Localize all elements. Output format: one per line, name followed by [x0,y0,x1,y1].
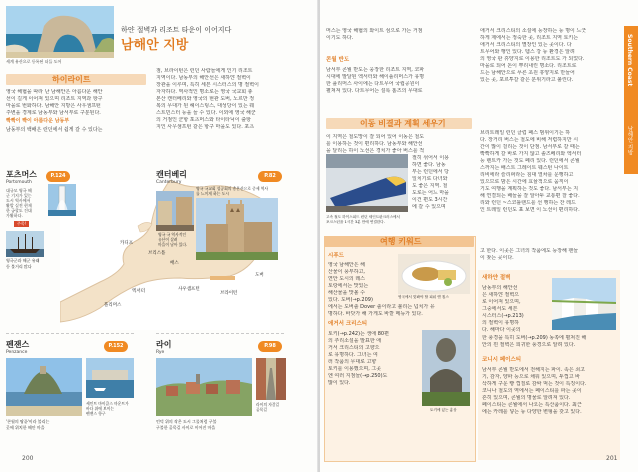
canterbury-caption-3: 마을이 남아 있다. [158,242,188,247]
text-line: 주변을 경계로 남동부와 남서부로 구분된다. [6,110,101,116]
canterbury-caption-1: 영국 국 역사적인 [158,232,187,237]
portsmouth-note-badge: 주목! [14,221,29,227]
text-line: 지역이다. 남동부의 해안선은 새하얀 절벽이 [156,75,251,81]
text-line: 애거서 크리스티의 소설에 등장하는 등 명이 느긋 [480,28,587,34]
penzance-title: 펜잰스 [6,340,30,349]
text-line: 로 이어져 있으며, [482,299,521,305]
text-line: 선이 길게 이어져 있으며 리조트 지역과 항구 [6,96,103,102]
page-number-right: 201 [606,455,618,462]
text-line: 토키를 이용했으며, 그곳 [328,366,382,372]
text-line: 대규모 영국 해 [6,188,32,193]
cover-caption: 세계 유산으로 등록된 더들 도어 [6,59,62,64]
cover-photo-durdle-door [6,6,114,58]
recommend-line: 남동부의 백배은 런던에서 쉽게 갈 수 있다는 [6,127,103,133]
text-line: 한 궁할도 건대 [6,208,32,213]
canterbury-title: 캔터베리 [156,170,187,179]
train-photo-svg [326,154,408,212]
text-line: 활발 실전 현재 [6,203,32,208]
penzance-harbour-photo [86,358,134,398]
text-line: 의 거점인 군항 포츠머스와 타이타닉이 출항 [156,117,251,123]
text-line: 연안 도시의 레스 [328,276,365,282]
canterbury-desc-2: 를 느끼게 하는 도시 [196,191,229,196]
page-number-left: 200 [22,455,34,462]
rye-photo-svg [156,358,252,416]
portsmouth-page-tag[interactable]: P.124 [46,171,70,182]
text-line: 펼쳐져 있다. 다트무어는 설록 홈즈의 무대로 [326,88,423,94]
canterbury-caption-2: 유산이 살려 [158,237,178,242]
text-line: 하게 제에서는 정숙한 곳, 리조트 지역 토키는 [480,35,579,41]
text-line: 해산물을 맛볼 수 [328,290,365,296]
canterbury-cathedral-photo [196,198,278,260]
statue-caption: 토키에 있는 흉상 [430,408,457,412]
penzance-photo-caption-1: 세인트 마이클스 마운트가 [86,401,129,406]
text-line: 남동부의 해안선 [482,285,518,291]
text-line: 가활하다. [6,213,23,218]
cornish-text [482,367,618,416]
train-photo [326,154,408,212]
text-line: 영국 해협을 따라 난 남해안은 아름다운 해안 [6,89,103,95]
text-line: 장관을 이루며, 특히 세븐 시스터스의 명 절벽이 [156,82,259,88]
white-cliff-text-wide [482,335,618,349]
rye-caption-1: 언덕 위의 작은 도시 그물처럼 구불 [156,419,217,424]
text-line: 스트민스터 등을 들 수 있다. 이외에 영국 해군 [156,110,256,116]
text-line: 있는 곳, 포르투갈 같은 분위기라고 불린다. [480,77,574,83]
keyword-person-title: 애거서 크리스티 [328,321,368,327]
page-title: 남해안 지방 [121,38,189,53]
divider [6,333,134,334]
portsmouth-description [6,188,48,218]
penzance-photo-caption-3: 펜잰스 항구 [86,411,106,416]
keyword-title: 여행 키워드 [380,237,422,246]
text-line: 러 작품의 무대로 고향 [328,359,377,365]
text-line: 시스터스(→p.213) [482,313,524,319]
text-line: 자자하다. 역사적인 명소로는 영국 국교회 총 [156,89,253,95]
text-line: 남서부 콘월 반도에서 전해지는 파이. 속은 쇠고 [482,367,585,373]
text-line: 로 유명하다. 그녀는 여 [328,352,378,358]
page-subtitle: 하얀 절벽과 리조트 타운이 이어지다 [121,26,232,34]
text-line: 이기도 하다. [326,35,354,41]
text-line: 많이 있다. [328,380,351,386]
text-line: 영국 남해안은 해 [328,262,365,268]
portsmouth-photo [48,184,76,216]
text-line: 다. 장거리 버스는 철도에 비해 저렴하지만 시 [480,137,579,143]
text-line: 빡빡하게 갈 바로 가지 않고 솔즈베리와 엑서터 [480,151,582,157]
ship-photo-svg [6,231,44,257]
highlight-title: 하이라이트 [52,75,91,84]
fish-chips-svg [398,254,470,294]
portsmouth-subtitle: Portsmouth [6,180,32,185]
text-line: 있다. 도버(→p.209) [328,297,373,303]
text-line: 시대에 발달된 엑서터와 해이플리머스가 유명 [326,74,425,80]
text-line: 엔 여러 지점들(→p.250)도 [328,373,388,379]
keyword-person-text [328,331,418,387]
rye-title: 라이 [156,340,172,349]
text-line: 고 한다. 이곳은 그녀의 작품에도 등장해 팬들 [480,248,579,254]
rye-lane-photo [256,358,286,400]
rye-photo-caption-1: 라이의 자갈길 [256,402,280,407]
map-label-bristol: 브리스틀 [148,251,166,256]
penzance-page-tag[interactable]: P.152 [104,341,128,352]
right-page [320,0,638,472]
text-line: 드는 남해안으로 푸른 초원 휴양지로 만들어 [480,70,575,76]
rye-page-tag[interactable]: P.98 [258,341,282,352]
text-line: 에서는 도버솔 Dover 솔이라고 불리는 넙치가 유 [328,304,435,310]
text-line: 하면 좋다. 남동 [412,162,446,168]
fish-chips-caption: 영국에서 맛봐야 할 피쉬 앤 칩스 [398,295,449,299]
penzance-caption-1: '콘월의 땅끝'이라 불리는 [6,419,50,424]
text-line: 부는 런던에서 당 [412,169,449,175]
harbour-photo-svg [86,358,134,398]
penzance-caption-2: 곳에 위치한 해안 마을 [6,425,45,430]
text-line: 삭하게 구운 빵 껍질로 감싸 먹는 것이 특징이다. [482,381,587,387]
text-line: 절히 섞어서 이용 [412,155,449,161]
portsmouth-ship-photo [6,231,44,257]
text-line: 도로는 어느 마을 [412,190,449,196]
christie-statue-photo [422,330,470,406]
right-col2-top-text [480,28,618,84]
portsmouth-note-caption-1: 영국군과 해군 유래 [6,258,40,263]
text-line: 거서 크리스티의 고향으 [328,345,380,351]
text-line: 의 영국 판 휴양지로 이용한 리조트도 가 되었다. [480,56,585,62]
map-label-bath: 배스 [170,261,179,266]
move-text-continued [412,155,472,211]
map-label-exeter: 엑서터 [132,289,146,294]
train-caption-2: 포크스턴을 1시간 3분 만에 연결한다. [326,220,385,224]
text-line: 한 플리머스 사이에는 다트무어 국립공원이 [326,81,420,87]
text-line: 기, 감자, 양파 등으로 채워 있으며, 두껍고 바 [482,374,581,380]
text-line: 을 달리는 하이 노선은 경치가 좋아 버스를 적 [326,148,425,154]
rye-subtitle: Rye [156,350,165,355]
cornish-title: 코니시 페이스티 [482,357,522,363]
text-line: 한 풍경을 특히 도버(→p.209) 동쪽에 펼쳐진 해 [482,335,587,341]
move-title: 이동 비결과 계획 세우기 [360,119,446,128]
map-label-dover: 도버 [255,273,264,278]
highlight-text [6,89,148,117]
text-line: 다. 해마다 이곳의 [482,327,521,333]
text-line: 코니나 철도의 역에서는 페이스티를 파는 곳이 [482,388,582,394]
white-cliff-title: 새하얀 절벽 [482,275,511,281]
canterbury-page-tag[interactable]: P.82 [258,171,282,182]
text-line: 의 절벽이 유명하 [482,320,519,326]
text-line: 도 좋은 지역. 철 [412,183,448,189]
white-cliff-svg [552,278,616,330]
text-line: 스까지는 배스트 그레이트 웨스턴 나이트 [480,165,569,171]
text-line: 이 지역은 철도망이 잘 되어 있어 이동은 철도 [326,134,425,140]
text-line: 이 찾는 곳이다. [480,255,514,261]
text-line: 페이스티는 콘월에서 나오는 특산품이다. 최근 [482,402,582,408]
canterbury-subtitle: Canterbury [156,180,182,185]
lane-photo-svg [256,358,286,400]
text-line: 인 트레일 런던도 표 보면 이 노선이 편리하다. [480,207,580,213]
text-line: 에 갈 수 있으며 [412,204,446,210]
southwest-title: 콘월 반도 [326,57,350,63]
text-line: 트무어와 행인 있다. 템스 강 등 환경은 알려 [480,49,575,55]
keyword-food-title: 시푸드 [328,253,344,259]
text-line: 그중에서도 세븐 [482,306,518,312]
rye-photo [156,358,252,416]
map-label-cardiff: 카디프 [120,241,134,246]
text-line: 를 이용하는 것이 편리하다. 남동부와 해안선 [326,141,423,147]
portsmouth-title: 포츠머스 [6,170,37,179]
rye-photo-caption-2: 골목길 [256,407,268,412]
text-line: 브리트레일 런던 클럽 패스 범위이기는 하 [480,130,571,136]
move-text [326,134,472,155]
text-line: 본산 캔터베리와 영국의 현관 도버, 노르만 정 [156,96,255,102]
text-line: 남서부 콘월 반도는 웅장한 리조트 지역, 코파 [326,67,425,73]
text-line: 리비에라 슬리퍼라는 침대 열차를 운행하고 [480,172,574,178]
text-line: 점, 브라이턴은 런던 사람들에게 인기 리조트 [156,68,253,74]
text-line: 지인 사우샘프턴 같은 항구 마을도 있다. 포츠 [156,124,255,130]
penzance-photo [6,358,82,416]
text-line: 머스는 영국 해협의 와이트 섬으로 가는 거점 [326,28,423,34]
text-line: 도시 역사에서 [6,198,31,203]
cathedral-photo-svg [196,198,278,260]
text-line: 해 연결되는 배들을 잘 알아두 교통편 잘 좋다. [480,193,580,199]
text-line: 흔히 있으며, 콘월의 명물로 알려져 있다. [482,395,571,401]
southwest-text [326,67,472,95]
white-cliff-text [482,285,548,334]
text-line: 토키(→p.242)는 생애 80편 [328,331,389,337]
penzance-photo-svg [6,358,82,416]
portsmouth-note-caption-2: 등 볼거리 많다 [6,264,32,269]
portsmouth-photo-svg [48,184,76,216]
text-line: 은 새하얀 절벽으 [482,292,519,298]
text-line: 복의 무대가 된 헤이스팅스, 대성당이 있는 웨 [156,103,255,109]
recommend-title: 빡빡이 빡이 아름다운 남동부 [6,118,70,124]
map-label-brighton: 브라이턴 [220,291,238,296]
text-line: 군 기지가 있는 [6,193,32,198]
text-line: 명하다. 바닷가 해 가게도 바깥 메뉴가 있다. [328,311,423,317]
penzance-subtitle: Penzance [6,350,28,355]
transport-text [480,130,618,214]
left-page [0,0,318,472]
fish-chips-photo [398,254,470,294]
rye-caption-2: 구불한 골목길 사이로 이어진 마을 [156,425,216,430]
text-line: 있으므로 밤은 시간에 효율적으로 움직이 [480,179,569,185]
white-cliff-photo [552,278,616,330]
left-column-2-text [156,68,306,131]
text-line: 의 추리소설을 발표한 애 [328,338,382,344]
text-line: 마을로 번화하다. 남해안 지방은 사우샘프턴 [6,103,101,109]
text-line: 토랑에서는 맛있는 [328,283,369,289]
text-line: 간이 많이 걸리는 것이 단점. 남서부로 갈 때는 [480,144,580,150]
text-line: 기도 여행을 계획하는 것도 좋다. 남서부는 지 [480,186,579,192]
statue-photo-svg [422,330,470,406]
map-label-southampton: 사우샘프턴 [178,287,200,292]
penzance-photo-caption-2: 바다 위에 보이는 [86,406,115,411]
divider [156,333,284,334]
cover-photo-svg [6,6,114,58]
text-line: 마을로 되어 돈이 뿌리내린 명소다. 리조트로 [480,63,577,69]
text-line: 애거서 크리스티의 별장인 있는 곳이다. 다 [480,42,572,48]
keyword-food-text-wide [328,304,472,318]
right-col1-intro [326,28,472,42]
canterbury-street-photo [156,191,194,231]
map-label-plymouth: 플리머스 [104,303,122,308]
text-line: 이건 편도 3시간 [412,197,448,203]
side-tab-korean: 남해안 지방 [626,126,633,156]
text-line: 리와 런던 ~스코틀랜드를 선 행하는 잔 레드 [480,200,576,206]
street-photo-svg [156,191,194,231]
text-line: 안의 흰 절벽은 희귀한 풍경으로 알려 있다. [482,342,576,348]
train-caption-1: 고속 철도 하이스피드 런던 세인트판크러스에서 [326,215,400,219]
right-col2-mid-text [480,248,618,262]
canterbury-desc-1: 영국 국교회 성공회의 총본산으로 중세 역사 [196,186,269,191]
keyword-food-text [328,262,394,304]
side-tab-english: Southern Coast [626,34,633,87]
text-line: 산물이 풍부하고, [328,269,365,275]
text-line: 에는 카레를 넣는 등 다양한 변형을 갖고 있다. [482,409,582,415]
text-line: 일치기로 다녀와 [412,176,448,182]
text-line: 등 렌트카 가는 것도 페리 있다. 런던에서 콘월 [480,158,580,164]
